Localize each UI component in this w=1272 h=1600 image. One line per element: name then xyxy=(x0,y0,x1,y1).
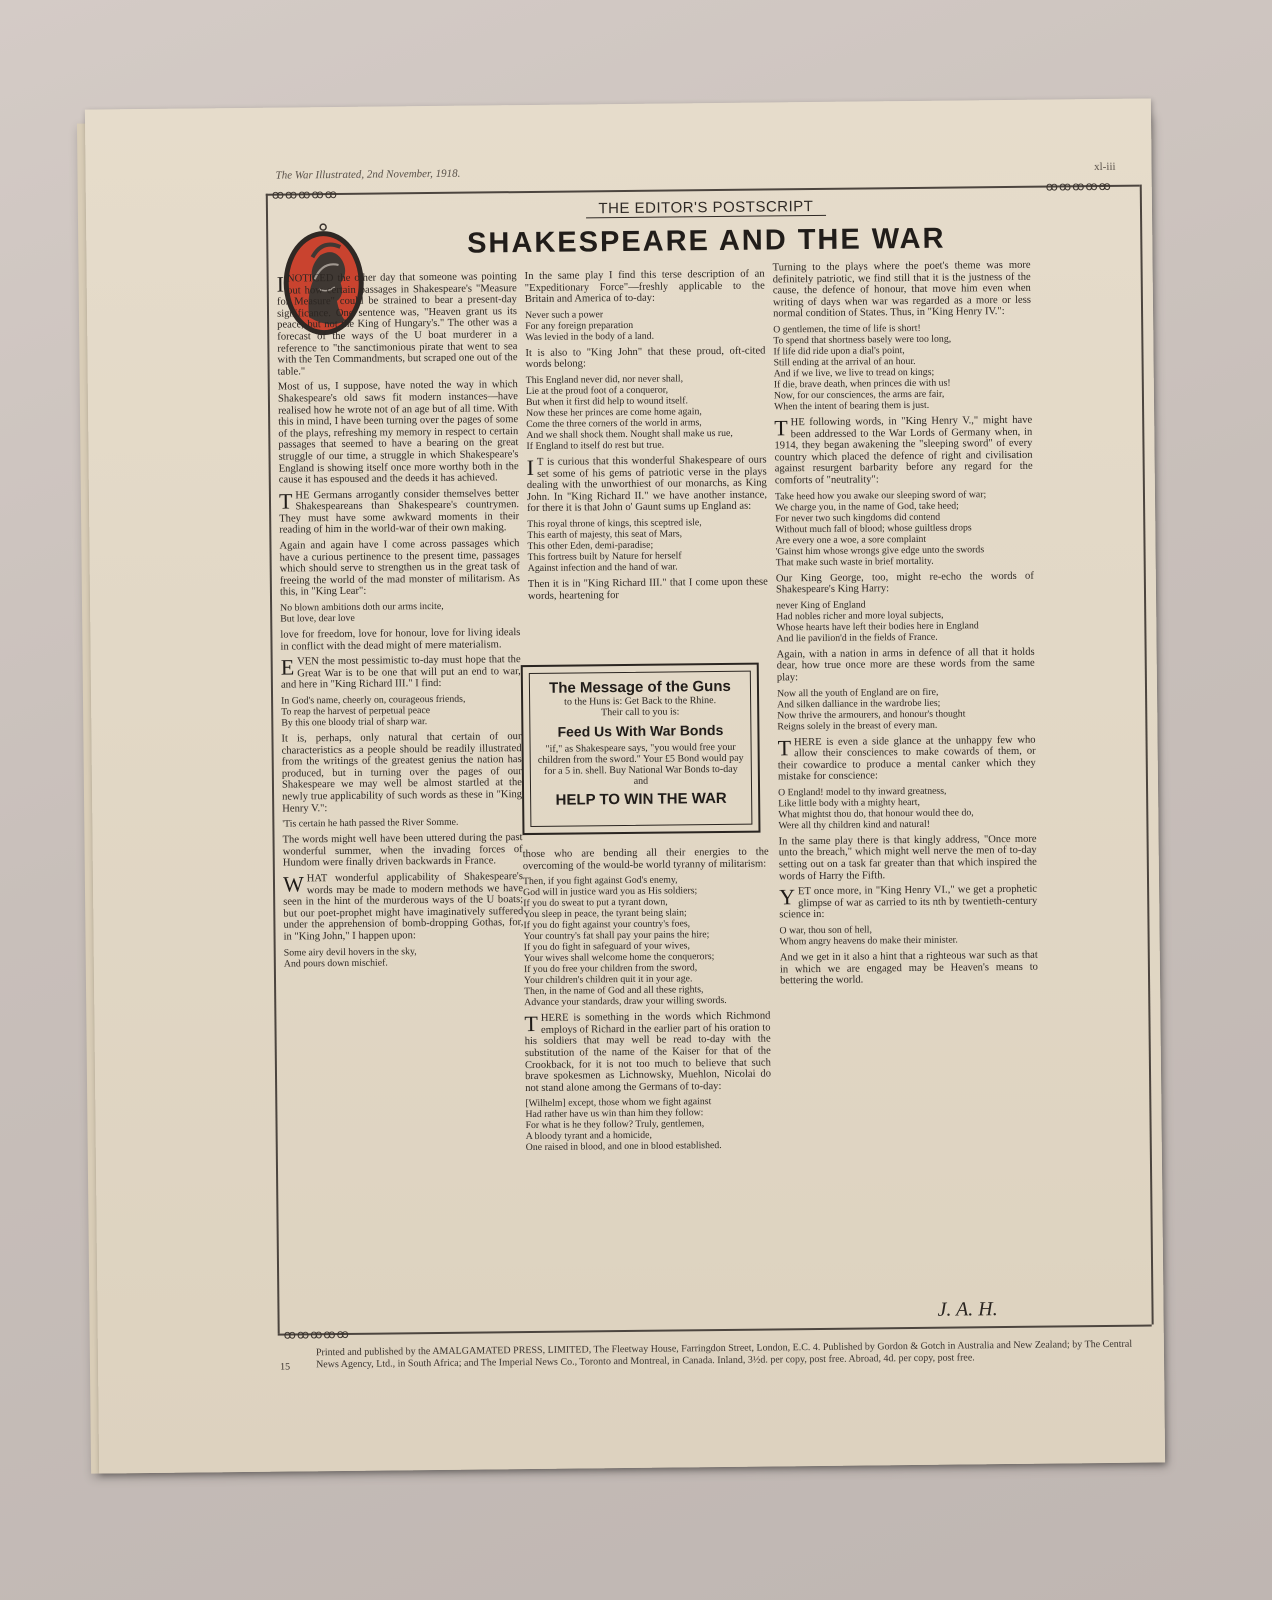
verse-quote: O gentlemen, the time of life is short! To spend that shortness basely were too long, If life did ride upon a dial's point, Still ending at the arrival of an hour. And if we live, we live to tread on kings; If die, brave death, when princes die with us! Now, for our consciences, the arms are fair, When the intent of bearing them is just. xyxy=(773,322,952,413)
verse-quote: This England never did, nor never shall, Lie at the proud foot of a conqueror, But when it first did help to wound itself. Now these her princes are come home again, Come the three corners of the world in arms, And we shall shock them. Nought shall make us rue, If England to itself do rest but true. xyxy=(525,373,733,452)
drop-cap: T xyxy=(777,734,792,760)
paragraph-text: HE following words, in "King Henry V.," might have been addressed to the War Lords of Germany when, in 1914, they began awakening the "sleeping sword" of every country which placed the defence of right and civilisation against resurgent barbarity before any regard for the comforts of "neutrality": xyxy=(774,414,1033,487)
ad-bold-line: Feed Us With War Bonds xyxy=(557,721,724,740)
drop-cap: E xyxy=(280,654,295,680)
article-title: SHAKESPEARE AND THE WAR xyxy=(466,222,946,260)
column-right xyxy=(773,260,1039,991)
author-signature: J. A. H. xyxy=(937,1298,998,1321)
paragraph xyxy=(525,269,765,306)
verse-quote: O England! model to thy inward greatness, Like little body with a mighty heart, What mightst thou do, that honour would thee do, Were all thy children kind and natural! xyxy=(778,785,974,832)
paragraph xyxy=(776,570,1034,596)
page-ref: xl-iii xyxy=(1094,160,1116,174)
paragraph xyxy=(278,379,519,486)
column-middle-bottom xyxy=(523,846,772,1158)
drop-cap: T xyxy=(774,415,788,441)
paragraph-text: And we get in it also a hint that a righteous war such as that in which we are engaged may be Heaven's means to bettering the world. xyxy=(779,949,1038,987)
paragraph-text: NOTICED the other day that someone was pointing out how certain passages in Shakespeare's "Measure for Measure" could be strained to bear a present-day significance. One sentence was, "Heaven grant us its peace, but not the King of Hungary's." The other was a forecast of the ways of the U boat murderer in a reference to "the sanctimonious pirate that went to sea with the Ten Commandments, but scraped one out of the table." xyxy=(276,271,518,378)
verse-quote: O war, thou son of hell, Whom angry heavens do make their minister. xyxy=(779,924,958,948)
column-left xyxy=(277,271,524,974)
paragraph-text: love for freedom, love for honour, love for living ideals in conflict with the dead might of mere materialism. xyxy=(280,627,521,653)
drop-cap: Y xyxy=(779,884,796,910)
paragraph xyxy=(281,731,522,815)
paragraph xyxy=(777,734,1035,783)
paragraph xyxy=(525,345,765,371)
verse-quote: This royal throne of kings, this sceptred isle, This earth of majesty, this seat of Mars, This other Eden, demi-paradise; This fortress built by Nature for herself Against infection and the hand of war. xyxy=(527,517,702,574)
paragraph-text: HAT wonderful applicability of Shakespeare's words may be made to modern methods we have seen in the hint of the murderous ways of the U boats; but our poet-prophet might have imaginatively suffered under the apprehension of bomb-dropping Gothas, for, in "King John," I happen upon: xyxy=(283,871,524,943)
publisher-imprint: Printed and published by the AMALGAMATED PRESS, LIMITED, The Fleetway House, Farringdon Street, London, E.C. 4. Published by Gordon & Gotch in Australia and New Zealand; by The Central News Agency, Ltd., in South Africa; and The Imperial News Co., Toronto and Montreal, in Canada. Inland, 3½d. per copy, post free. Abroad, 4d. per copy, post free. xyxy=(315,1338,1133,1371)
paragraph xyxy=(277,271,518,378)
paragraph xyxy=(527,454,768,514)
ad-footer: HELP TO WIN THE WAR xyxy=(555,789,727,809)
paragraph xyxy=(774,415,1033,487)
paragraph-text: Most of us, I suppose, have noted the way in which Shakespeare's old saws fit modern instances—have realised how he wrote not of an age but of all time. With this in mind, I have been turning over the pages of some of the plays, refreshing my memory in respect to certain passages that seemed to have a bearing on the great struggle of our time, a struggle in which Shakespeare's England is showing itself once more worthy both in the cause it has espoused and the deeds it has achieved. xyxy=(277,379,519,486)
paragraph-text: Again and again have I come across passages which have a curious pertinence to the present time, passages which should serve to strengthen us in the great task of freeing the world of the mad monster of militarism. As this, in "King Lear": xyxy=(279,538,520,599)
paragraph-text: It is, perhaps, only natural that certain of our characteristics as a people should be readily illustrated from the writings of the greatest genius the nation has produced, but in turning over the pages of our Shakespeare we may well be almost startled at the newly true applicability of such words as these in "King Henry V.": xyxy=(281,731,523,815)
paragraph-text: ET once more, in "King Henry VI.," we get a prophetic glimpse of war as carried to its nth by twentieth-century science in: xyxy=(779,883,1038,921)
verse-quote: never King of England Had nobles richer and more loyal subjects, Whose hearts have left their bodies here in England And lie pavilion'd in the fields of France. xyxy=(776,599,979,645)
page-number: 15 xyxy=(280,1361,291,1373)
paragraph-text: VEN the most pessimistic to-day must hope that the Great War is to be one that will put an end to war, and here in "King Richard III." I find: xyxy=(280,654,521,692)
ad-headline: The Message of the Guns xyxy=(549,677,731,697)
verse-quote: Now all the youth of England are on fire, And silken dalliance in the wardrobe lies; Now thrive the armourers, and honour's thought Reigns solely in the breast of every man. xyxy=(776,686,966,732)
ad-line-2: Their call to you is: xyxy=(601,706,680,719)
paragraph-text: T is curious that this wonderful Shakespeare of ours set some of his gems of patriotic verse in the plays dealing with the unworthiest of our monarchs, as King John. In "King Richard II." we have another instance, for there it is that John o' Gaunt sums up England as: xyxy=(526,454,768,515)
drop-cap: I xyxy=(276,271,285,297)
verse-quote: Some airy devil hovers in the sky, And pours down mischief. xyxy=(283,945,417,970)
paragraph xyxy=(279,538,520,598)
ad-body: "if," as Shakespeare says, "you would free your children from the sword." Your £5 Bond would pay for a 5 in. shell. Buy National War Bonds to-day and xyxy=(537,741,744,787)
drop-cap: I xyxy=(526,454,535,480)
paragraph xyxy=(283,871,524,943)
paragraph-text: The words might well have been uttered during the past wonderful summer, when the invading forces of Hundom were finally driven backwards in France. xyxy=(282,832,523,869)
drop-cap: W xyxy=(282,871,304,897)
verse-quote: 'Tis certain he hath passed the River Somme. xyxy=(282,816,459,830)
paragraph xyxy=(777,646,1035,683)
running-title: The War Illustrated, 2nd November, 1918. xyxy=(275,167,461,182)
paragraph xyxy=(779,884,1037,921)
verse-quote: Never such a power For any foreign preparation Was levied in the body of a land. xyxy=(525,308,655,343)
paragraph-text: In the same play I find this terse description of an "Expeditionary Force"—freshly applicable to the Britain and America of to-day: xyxy=(524,268,765,306)
paragraph xyxy=(779,834,1037,883)
verse-quote: Take heed how you awake our sleeping sword of war; We charge you, in the name of God, take heed; For never two such kingdoms did contend Without much fall of blood; whose guiltless drops Are every one a woe, a sore complaint 'Gainst him whose wrongs give edge unto the swords That make such waste in brief mortality. xyxy=(774,488,987,568)
verse-quote: No blown ambitions doth our arms incite, But love, dear love xyxy=(280,600,444,625)
paragraph xyxy=(524,1011,771,1095)
paragraph-text: HERE is even a side glance at the unhappy few who allow their consciences to make cowards of them, or their cowardice to produce a mental canker which they mistake for conscience: xyxy=(777,734,1036,783)
paragraph-text: Our King George, too, might re-echo the words of Shakespeare's King Harry: xyxy=(775,570,1034,596)
paragraph xyxy=(773,260,1032,321)
verse-quote: Then, if you fight against God's enemy, God will in justice ward you as His soldiers; If you do sweat to put a tyrant down, You sleep in peace, the tyrant being slain; If you do fight against your country's foes, Your country's fat shall pay your pains the hire; If you do fight in safeguard of your wives, Your wives shall welcome home the conquerors; If you do free your children from the sword, Your children's children quit it in your age. Then, in the name of God and all these rights, Advance your standards, draw your willing swords. xyxy=(522,874,727,1009)
paragraph-text: HERE is something in the words which Richmond employs of Richard in the earlier part of his oration to his soldiers that may well be read to-day with the substitution of the name of the Kaiser for that of the Crookback, for it is not too much to believe that such brave spokesmen as Lichnowsky, Muehlon, Nicolai do not stand alone among the Germans of to-day: xyxy=(524,1010,772,1094)
paragraph xyxy=(279,488,519,537)
paragraph xyxy=(282,832,522,869)
column-middle-top xyxy=(525,269,768,607)
paragraph-text: Turning to the plays where the poet's theme was more definitely patriotic, we find still that it is the justness of the cause, the defence of honour, that move him even when writing of days when war was regarded as a more or less normal condition of States. Thus, in "King Henry IV.": xyxy=(772,259,1031,320)
paragraph-text: Again, with a nation in arms in defence of all that it holds dear, how true once more are these words from the same play: xyxy=(776,646,1035,684)
paragraph-text: Then it is in "King Richard III." that I come upon these words, heartening for xyxy=(527,576,768,602)
verse-quote: In God's name, cheerly on, courageous friends, To reap the harvest of perpetual peace By this one bloody trial of sharp war. xyxy=(281,693,466,729)
paragraph xyxy=(523,846,769,872)
paragraph-text: those who are bending all their energies to the overcoming of the would-be world tyranny of militarism: xyxy=(522,846,769,872)
drop-cap: T xyxy=(524,1011,539,1037)
war-bonds-advertisement xyxy=(521,663,761,835)
drop-cap: T xyxy=(278,488,293,514)
chain-ornament-bottom-left: ꝏꝏꝏꝏꝏ xyxy=(283,1326,350,1342)
chain-ornament-top-right: ꝏꝏꝏꝏꝏ xyxy=(1045,178,1112,194)
paragraph xyxy=(528,576,768,602)
section-kicker: THE EDITOR'S POSTSCRIPT xyxy=(586,198,826,219)
paragraph xyxy=(281,654,521,691)
paragraph xyxy=(780,950,1038,987)
running-header xyxy=(276,161,1116,182)
verse-quote: [Wilhelm] except, those whom we fight against Had rather have us win than him they follow: For what is he they follow? Truly, gentlemen, A bloody tyrant and a homicide, One raised in blood, and one in blood established. xyxy=(525,1096,722,1154)
paragraph-text: It is also to "King John" that these proud, oft-cited words belong: xyxy=(525,345,766,371)
paragraph-text: HE Germans arrogantly consider themselves better Shakespeareans than Shakespeare's countrymen. They must have some awkward moments in their reading of him in the world-war of their own making. xyxy=(279,487,520,537)
paragraph xyxy=(280,627,520,653)
magazine-page xyxy=(85,98,1165,1473)
chain-ornament-top-left: ꝏꝏꝏꝏꝏ xyxy=(271,186,338,202)
paragraph-text: In the same play there is that kingly address, "Once more unto the breach," which might well nerve the men of to-day setting out on a task far greater than that which inspired the words of Harry the Fifth. xyxy=(778,833,1037,883)
ad-line-1: to the Huns is: Get Back to the Rhine. xyxy=(564,695,717,708)
